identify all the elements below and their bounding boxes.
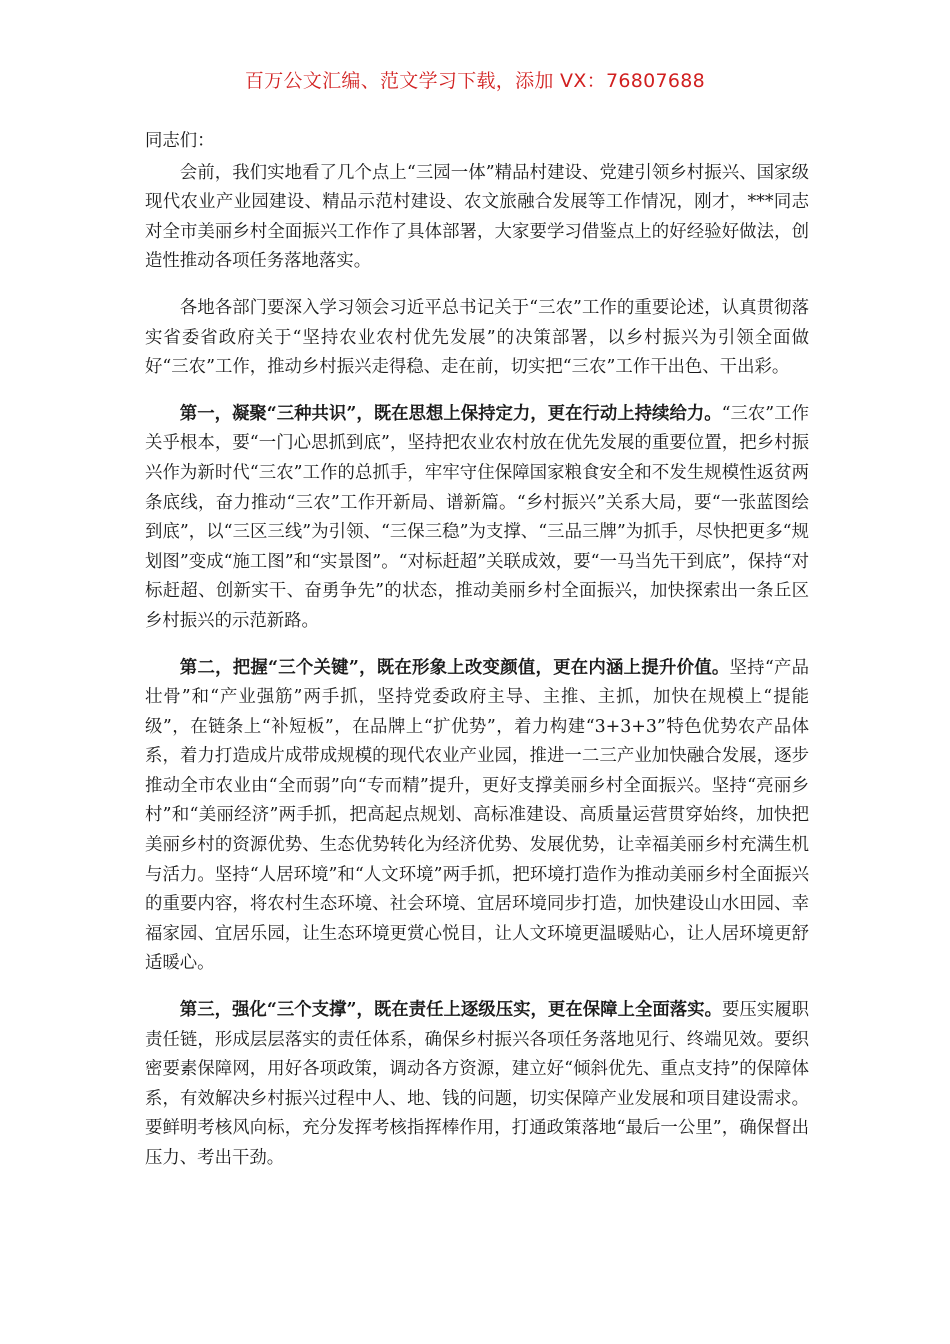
paragraph-text: 会前，我们实地看了几个点上“三园一体”精品村建设、党建引领乡村振兴、国家级现代农业产业园建设、精品示范村建设、农文旅融合发展等工作情况，刚才，***同志对全市美丽乡村全面振兴工作作了具体部署，大家要学习借鉴点上的好经验好做法，创造性推动各项任务落地落实。 (145, 162, 809, 272)
paragraph-text: “三农”工作关乎根本，要“一门心思抓到底”，坚持把农业农村放在优先发展的重要位置，把乡村振兴作为新时代“三农”工作的总抓手，牢牢守住保障国家粮食安全和不发生规模性返贫两条底线，奋力推动“三农”工作开新局、谱新篇。“乡村振兴”关系大局，要“一张蓝图绘到底”，以“三区三线”为引领、“三保三稳”为支撑、“三品三牌”为抓手，尽快把更多“规划图”变成“施工图”和“实景图”。“对标赶超”关联成效，要“一马当先干到底”，保持“对标赶超、创新实干、奋勇争先”的状态，推动美丽乡村全面振兴，加快探索出一条丘区乡村振兴的示范新路。 (145, 403, 809, 631)
watermark-header: 百万公文汇编、范文学习下载，添加 VX：76807688 (244, 70, 706, 92)
salutation: 同志们： (145, 131, 215, 151)
paragraph-intro (145, 159, 809, 277)
paragraph-text: 坚持“产品壮骨”和“产业强筋”两手抓，坚持党委政府主导、主推、主抓，加快在规模上“提能级”，在链条上“补短板”，在品牌上“扩优势”，着力构建“3+3+3”特色优势农产品体系，着力打造成片成带成规模的现代农业产业园，推进一二三产业加快融合发展，逐步推动全市农业由“全而弱”向“专而精”提升，更好支撑美丽乡村全面振兴。坚持“亮丽乡村”和“美丽经济”两手抓，把高起点规划、高标准建设、高质量运营贯穿始终，加快把美丽乡村的资源优势、生态优势转化为经济优势、发展优势，让幸福美丽乡村充满生机与活力。坚持“人居环境”和“人文环境”两手抓，把环境打造作为推动美丽乡村全面振兴的重要内容，将农村生态环境、社会环境、宜居环境同步打造，加快建设山水田园、幸福家园、宜居乐园，让生态环境更赏心悦目，让人文环境更温暖贴心，让人居环境更舒适暖心。 (145, 657, 809, 974)
paragraph-third-point (145, 996, 809, 1174)
paragraph-text: 各地各部门要深入学习领会习近平总书记关于“三农”工作的重要论述，认真贯彻落实省委省政府关于“坚持农业农村优先发展”的决策部署，以乡村振兴为引领全面做好“三农”工作，推动乡村振兴走得稳、走在前，切实把“三农”工作干出色、干出彩。 (145, 297, 809, 378)
paragraph-second-point (145, 654, 809, 980)
document-body (145, 127, 809, 1191)
paragraph-lead: 第三，强化“三个支撑”，既在责任上逐级压实，更在保障上全面落实。 (179, 1000, 722, 1021)
paragraph-lead: 第二，把握“三个关键”，既在形象上改变颜值，更在内涵上提升价值。 (179, 657, 730, 678)
paragraph-first-point (145, 400, 809, 637)
paragraph-text: 要压实履职责任链，形成层层落实的责任体系，确保乡村振兴各项任务落地见行、终端见效。要织密要素保障网，用好各项政策，调动各方资源，建立好“倾斜优先、重点支持”的保障体系，有效解决乡村振兴过程中人、地、钱的问题，切实保障产业发展和项目建设需求。要鲜明考核风向标，充分发挥考核指挥棒作用，打通政策落地“最后一公里”，确保督出压力、考出干劲。 (145, 1000, 809, 1168)
paragraph-lead: 第一，凝聚“三种共识”，既在思想上保持定力，更在行动上持续给力。 (179, 403, 722, 424)
paragraph-requirements (145, 294, 809, 383)
